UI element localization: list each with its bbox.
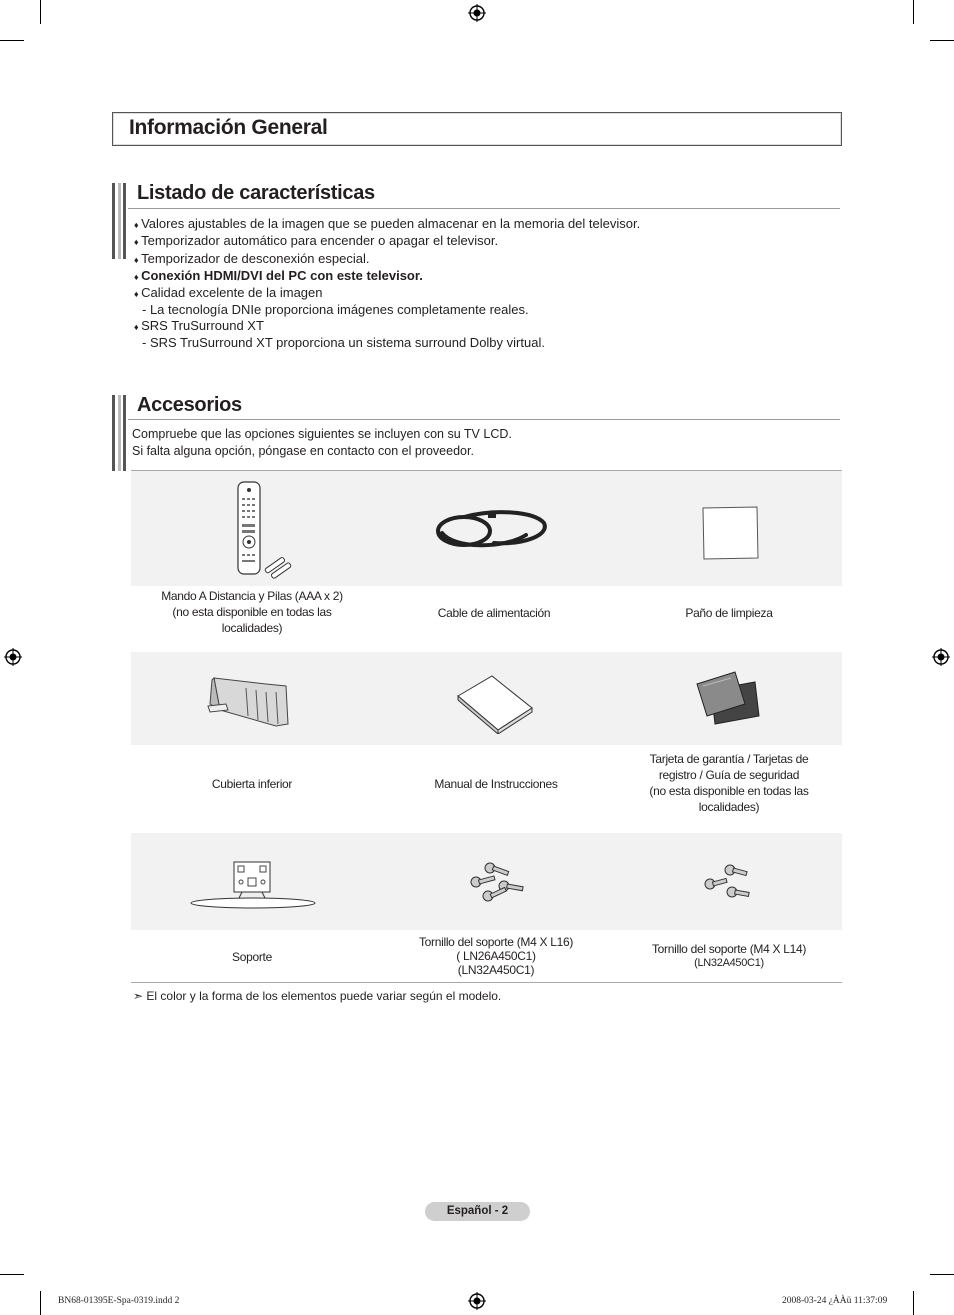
screw-icon [466, 860, 526, 904]
bullet-icon: ♦ [134, 237, 142, 248]
caption-remote: Mando A Distancia y Pilas (AAA x 2) (no esta disponible en todas las localidades) [161, 589, 343, 635]
list-item: ♦ Valores ajustables de la imagen que se pueden almacenar en la memoria del televisor. [134, 216, 641, 231]
caption-stand: Soporte [232, 950, 272, 964]
list-item: ♦ Temporizador automático para encender o apagar el televisor. [134, 233, 499, 249]
crop-mark [40, 1291, 41, 1315]
power-cable-icon [434, 505, 552, 553]
cleaning-cloth-icon [700, 505, 760, 560]
section-divider [128, 419, 840, 420]
crop-mark [930, 40, 954, 41]
note: ➣ El color y la forma de los elementos puede variar según el modelo. [133, 989, 502, 1003]
caption-screw-l16: Tornillo del soporte (M4 X L16) ( LN26A450C1) (LN32A450C1) [418, 935, 574, 977]
list-subitem: - La tecnología DNIe proporciona imágenes completamente reales. [142, 302, 529, 318]
list-item: ♦ Temporizador de desconexión especial. [134, 250, 370, 266]
features-title: Listado de características [137, 182, 375, 204]
bullet-icon: ♦ [134, 321, 142, 332]
page-number-badge: Español - 2 [425, 1202, 530, 1221]
list-item: ♦ SRS TruSurround XT [134, 317, 264, 333]
crop-mark [930, 1274, 954, 1275]
crop-mark [913, 1291, 914, 1315]
crop-mark [40, 0, 41, 24]
crop-mark [0, 1274, 24, 1275]
footer-left: BN68-01395E-Spa-0319.indd 2 [58, 1296, 180, 1306]
feature-list [134, 216, 640, 350]
registration-mark-icon [4, 648, 22, 666]
warranty-card-icon [695, 670, 761, 726]
table-rule [131, 982, 842, 983]
section-bar [118, 395, 121, 471]
section-bar [118, 183, 121, 259]
section-bar [123, 183, 126, 259]
crop-mark [913, 0, 914, 24]
accessories-intro: Compruebe que las opciones siguientes se incluyen con su TV LCD. Si falta alguna opción, póngase en contacto con el proveedor. [132, 427, 512, 458]
section-bar [123, 395, 126, 471]
screw-icon [702, 862, 758, 902]
section-bar [112, 183, 115, 259]
registration-mark-icon [468, 4, 486, 22]
caption-manual: Manual de Instrucciones [434, 777, 558, 791]
manual-book-icon [456, 674, 534, 734]
page-title: Información General [129, 116, 328, 139]
caption-cloth: Paño de limpieza [685, 606, 773, 620]
list-subitem: - SRS TruSurround XT proporciona un sistema surround Dolby virtual. [142, 335, 545, 351]
stand-icon [188, 858, 318, 910]
caption-warranty: Tarjeta de garantía / Tarjetas de registro / Guía de seguridad (no esta disponible en todas las localidades) [649, 752, 809, 814]
remote-control-icon [228, 480, 292, 580]
crop-mark [0, 40, 24, 41]
list-item: ♦ Conexión HDMI/DVI del PC con este televisor. [134, 267, 423, 283]
page-title-box [112, 112, 842, 146]
arrow-note-icon: ➣ [133, 989, 144, 1003]
accessories-title: Accesorios [137, 394, 242, 416]
bullet-icon: ♦ [134, 220, 142, 230]
registration-mark-icon [932, 648, 950, 666]
caption-cable: Cable de alimentación [437, 606, 551, 620]
bullet-icon: ♦ [134, 254, 142, 265]
bottom-cover-icon [206, 670, 290, 728]
section-divider [128, 208, 840, 209]
list-item: ♦ Calidad excelente de la imagen [134, 285, 323, 301]
bullet-icon: ♦ [134, 271, 142, 282]
caption-screw-l14: Tornillo del soporte (M4 X L14) (LN32A450C1) [651, 942, 807, 969]
section-bar [112, 395, 115, 471]
footer-right: 2008-03-24 ¿ÀÀü 11:37:09 [782, 1296, 888, 1306]
caption-bottom-cover: Cubierta inferior [211, 777, 293, 791]
bullet-icon: ♦ [134, 289, 142, 300]
registration-mark-icon [468, 1292, 486, 1310]
